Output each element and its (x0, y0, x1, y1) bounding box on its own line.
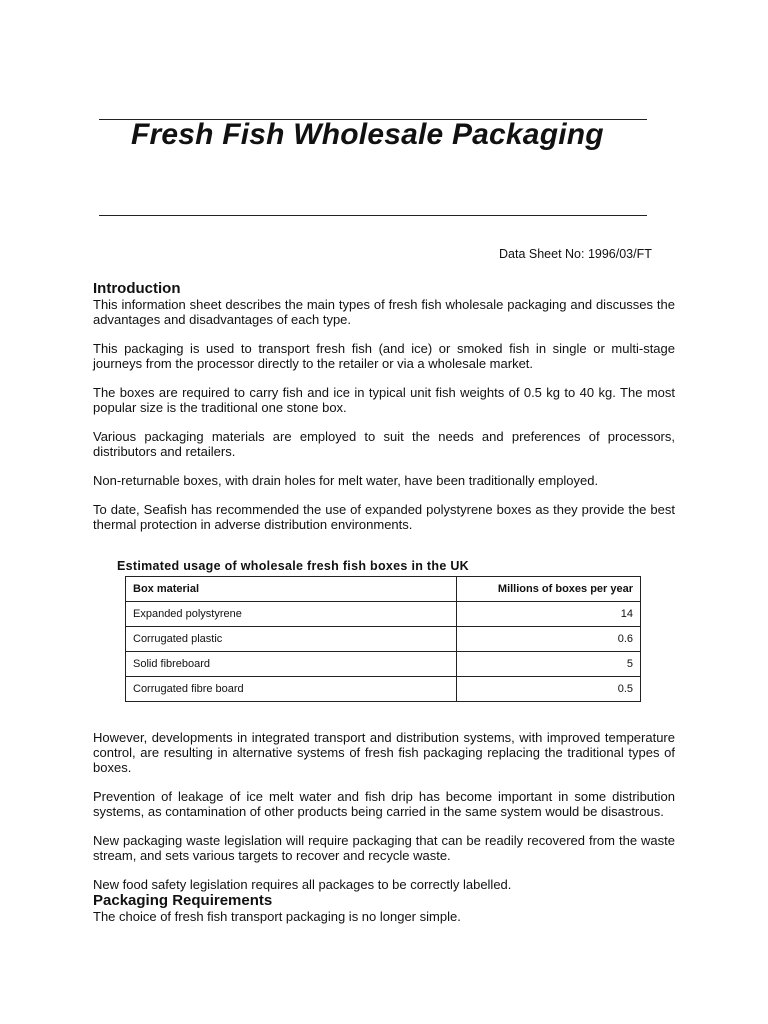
intro-paragraph-3: The boxes are required to carry fish and ice in typical unit fish weights of 0.5 kg to 40 kg. The most popular size is the traditional one stone box. (93, 385, 675, 415)
table-cell-value: 0.6 (457, 627, 641, 652)
developments-paragraph-4: New food safety legislation requires all packages to be correctly labelled. (93, 877, 512, 892)
table-row (126, 652, 641, 677)
document-title: Fresh Fish Wholesale Packaging (131, 118, 604, 151)
intro-paragraph-6: To date, Seafish has recommended the use of expanded polystyrene boxes as they provide the best thermal protection in adverse distribution environments. (93, 502, 675, 532)
table-cell-value: 0.5 (457, 677, 641, 702)
table-cell-material: Solid fibreboard (126, 652, 457, 677)
table-cell-material: Corrugated fibre board (126, 677, 457, 702)
developments-paragraph-2: Prevention of leakage of ice melt water and fish drip has become important in some distribution systems, as contamination of other products being carried in the same system would be disastrous. (93, 789, 675, 819)
table-caption: Estimated usage of wholesale fresh fish boxes in the UK (117, 559, 469, 573)
column-header-millions: Millions of boxes per year (457, 577, 641, 602)
introduction-heading: Introduction (93, 280, 181, 297)
table-row (126, 627, 641, 652)
intro-paragraph-1: This information sheet describes the main types of fresh fish wholesale packaging and discusses the advantages and disadvantages of each type. (93, 297, 675, 327)
table-cell-material: Corrugated plastic (126, 627, 457, 652)
packaging-requirements-heading: Packaging Requirements (93, 892, 273, 909)
table-header-row (126, 577, 641, 602)
table-row (126, 602, 641, 627)
intro-paragraph-5: Non-returnable boxes, with drain holes for melt water, have been traditionally employed. (93, 473, 599, 488)
developments-paragraph-3: New packaging waste legislation will require packaging that can be readily recovered from the waste stream, and sets various targets to recover and recycle waste. (93, 833, 675, 863)
column-header-box-material: Box material (126, 577, 457, 602)
intro-paragraph-4: Various packaging materials are employed to suit the needs and preferences of processors, distributors and retailers. (93, 429, 675, 459)
table-cell-value: 5 (457, 652, 641, 677)
table-cell-material: Expanded polystyrene (126, 602, 457, 627)
intro-paragraph-2: This packaging is used to transport fresh fish (and ice) or smoked fish in single or multi-stage journeys from the processor directly to the retailer or via a wholesale market. (93, 341, 675, 371)
table-cell-value: 14 (457, 602, 641, 627)
table-row (126, 677, 641, 702)
requirements-paragraph-1: The choice of fresh fish transport packaging is no longer simple. (93, 909, 461, 924)
developments-paragraph-1: However, developments in integrated transport and distribution systems, with improved temperature control, are resulting in alternative systems of fresh fish packaging replacing the traditional types of boxes. (93, 730, 675, 775)
usage-table (125, 576, 641, 702)
data-sheet-number: Data Sheet No: 1996/03/FT (499, 247, 652, 261)
